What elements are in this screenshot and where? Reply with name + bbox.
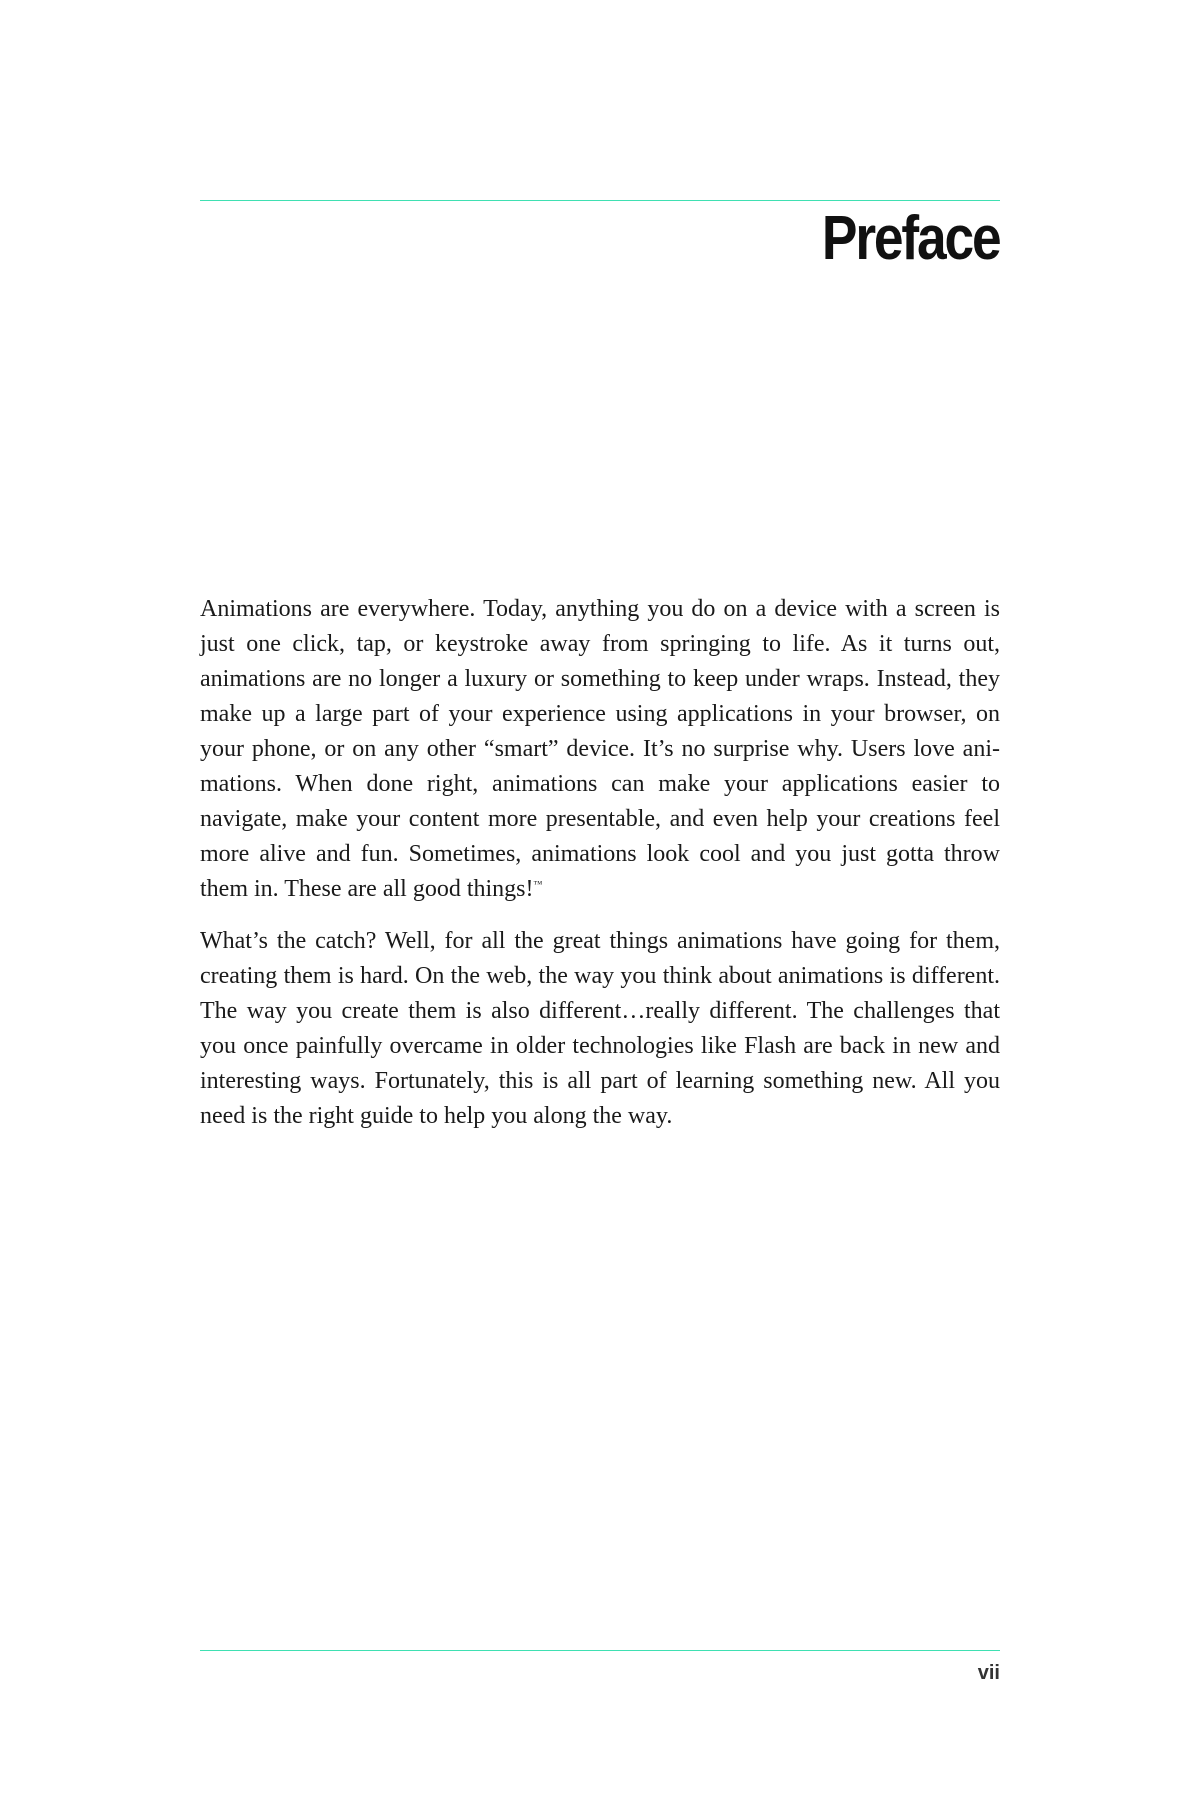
paragraph: What’s the catch? Well, for all the great things animations have going for them, creating them is hard. On the web, the way you think about animations is different. The way you create them is also different…really different. The challenges that you once painfully overcame in older technologies like Flash are back in new and interesting ways. Fortunately, this is all part of learning something new. All you need is the right guide to help you along the way.	[200, 928, 1000, 1129]
page-number: vii	[977, 1662, 1000, 1684]
footer-rule	[200, 1650, 1000, 1651]
body-text	[200, 592, 1000, 1151]
chapter-title: Preface	[822, 204, 1000, 273]
paragraph	[200, 592, 1000, 907]
trademark-symbol: ™	[533, 879, 543, 889]
paragraph-1-text: Animations are everywhere. Today, anything you do on a device with a screen is just one click, tap, or keystroke away from springing to life. As it turns out, animations are no longer a luxury or something to keep under wraps. Instead, they make up a large part of your experience using applications in your browser, on your phone, or on any other “smart” device. It’s no surprise why. Users love animations. When done right, animations can make your applications easier to navigate, make your content more presentable, and even help your creations feel more alive and fun. Sometimes, animations look cool and you just gotta throw them in. These are all good things!	[200, 596, 1000, 902]
